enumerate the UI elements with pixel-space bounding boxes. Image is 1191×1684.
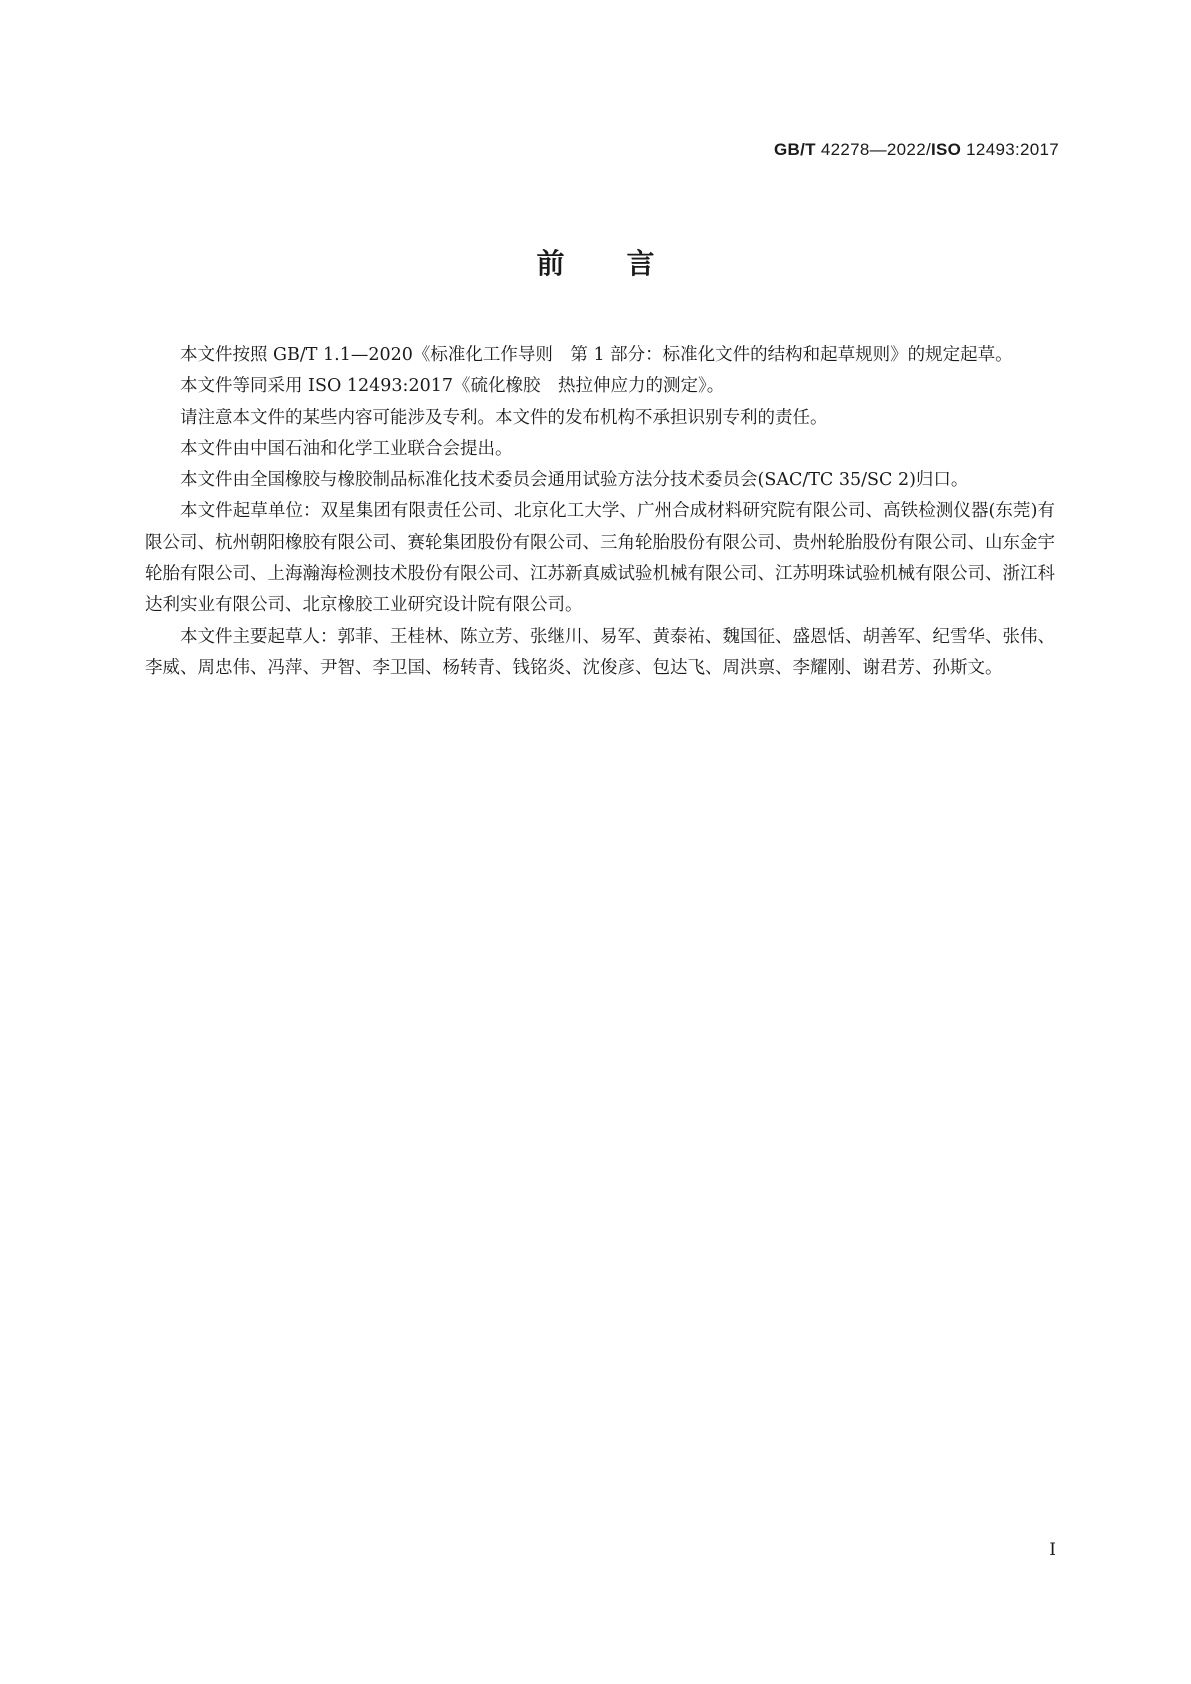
page-title: 前言 (536, 247, 717, 280)
standard-code (774, 140, 1059, 160)
paragraph-drafting-rules: 本文件按照 GB/T 1.1—2020《标准化工作导则 第 1 部分：标准化文件的结构和起草规则》的规定起草。 (180, 345, 1013, 365)
paragraph-drafters: 本文件主要起草人：郭菲、王桂林、陈立芳、张继川、易军、黄泰祐、魏国征、盛恩恬、胡善军、纪雪华、张伟、李威、周忠伟、冯萍、尹智、李卫国、杨转青、钱铭炎、沈俊彦、包达飞、周洪禀、李耀刚、谢君芳、孙斯文。 (145, 626, 1055, 678)
paragraph-drafting-units: 本文件起草单位：双星集团有限责任公司、北京化工大学、广州合成材料研究院有限公司、高铁检测仪器(东莞)有限公司、杭州朝阳橡胶有限公司、赛轮集团股份有限公司、三角轮胎股份有限公司、贵州轮胎股份有限公司、山东金宇轮胎有限公司、上海瀚海检测技术股份有限公司、江苏新真威试验机械有限公司、江苏明珠试验机械有限公司、浙江科达利实业有限公司、北京橡胶工业研究设计院有限公司。 (145, 501, 1055, 616)
paragraph-committee: 本文件由全国橡胶与橡胶制品标准化技术委员会通用试验方法分技术委员会(SAC/TC 35/SC 2)归口。 (180, 470, 969, 491)
foreword-body (145, 340, 1055, 684)
standard-code-prefix: GB/T (774, 140, 816, 159)
standard-code-number: 42278—2022/ (815, 140, 931, 159)
paragraph-patent-notice: 请注意本文件的某些内容可能涉及专利。本文件的发布机构不承担识别专利的责任。 (180, 407, 828, 428)
paragraph-proposer: 本文件由中国石油和化学工业联合会提出。 (180, 438, 513, 459)
page-number: I (1049, 1540, 1056, 1560)
iso-code-number: 12493:2017 (961, 140, 1059, 159)
paragraph-adoption: 本文件等同采用 ISO 12493:2017《硫化橡胶 热拉伸应力的测定》。 (180, 376, 725, 397)
iso-code-prefix: ISO (930, 140, 962, 159)
